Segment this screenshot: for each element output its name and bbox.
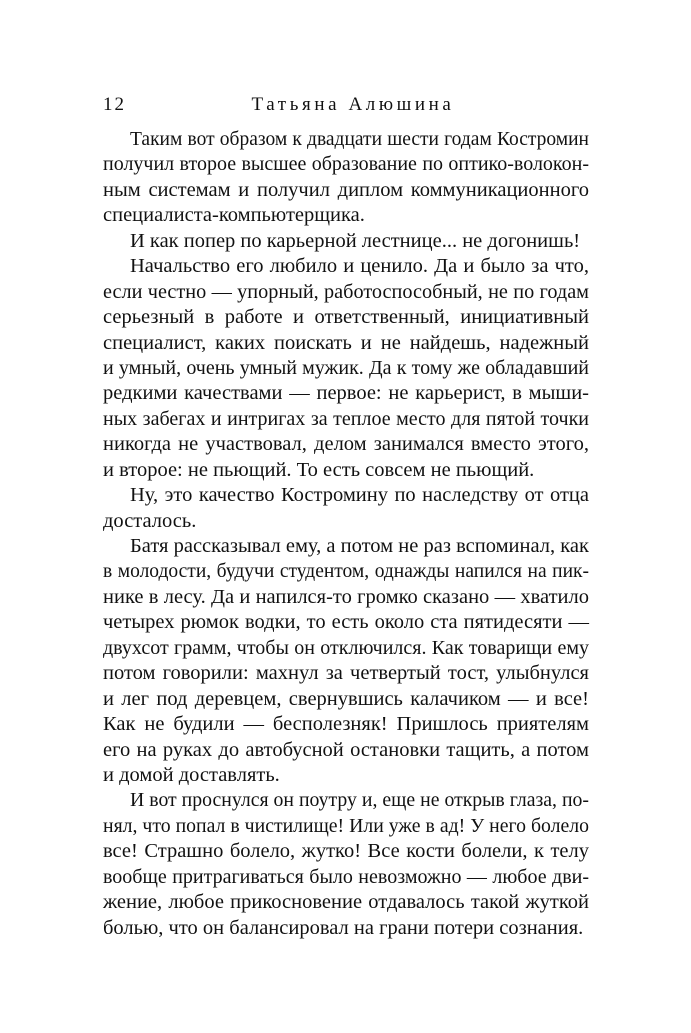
- paragraph: [103, 254, 589, 483]
- text-line: нял, что попал в чистилище! Или уже в ад! У него болело: [103, 814, 589, 837]
- text-line: досталось.: [103, 509, 197, 532]
- text-line: ных забегах и интригах за теплое место для пятой точки: [103, 407, 589, 430]
- text-line: ным системам и получил диплом коммуникационного: [103, 178, 589, 201]
- text-line: двухсот грамм, чтобы он отключился. Как товарищи ему: [103, 636, 589, 659]
- text-line: И вот проснулся он поутру и, еще не открыв глаза, по-: [130, 789, 589, 812]
- text-line: Ну, это качество Костромину по наследству от отца: [130, 484, 589, 507]
- text-line: И как попер по карьерной лестнице... не догонишь!: [130, 229, 581, 252]
- text-line: получил второе высшее образование по оптико-волокон-: [103, 153, 589, 176]
- paragraph: [103, 483, 589, 534]
- paragraph: [103, 788, 589, 941]
- text-line: вообще притрагиваться было невозможно — любое дви-: [103, 865, 589, 888]
- paragraph: [103, 127, 589, 229]
- text-line: потом говорили: махнул за четвертый тост, улыбнулся: [103, 662, 589, 685]
- text-line: и умный, очень умный мужик. Да к тому же обладавший: [103, 356, 589, 379]
- text-line: специалист, каких поискать и не найдешь, надежный: [103, 331, 589, 354]
- text-line: Батя рассказывал ему, а потом не раз вспоминал, как: [130, 535, 589, 557]
- text-line: в молодости, будучи студентом, однажды напился на пик-: [103, 561, 589, 583]
- text-line: его на руках до автобусной остановки тащить, а потом: [103, 738, 589, 761]
- text-line: все! Страшно болело, жутко! Все кости болели, к телу: [103, 840, 589, 863]
- text-line: и лег под деревцем, свернувшись калачиком — и все!: [103, 687, 589, 710]
- text-line: и второе: не пьющий. То есть совсем не пьющий.: [103, 458, 535, 481]
- text-line: Таким вот образом к двадцати шести годам Костромин: [130, 129, 589, 150]
- book-author: Татьяна Алюшина: [251, 94, 455, 115]
- text-line: Как не будили — бесполезняк! Пришлось приятелям: [103, 713, 589, 736]
- running-head: [103, 93, 589, 117]
- text-line: Начальство его любило и ценило. Да и было за что,: [130, 255, 589, 278]
- text-line: если честно — упорный, работоспособный, не по годам: [103, 280, 589, 303]
- text-line: редкими качествами — первое: не карьерист, в мыши-: [103, 382, 589, 405]
- paragraph: [103, 534, 589, 788]
- body-text: [103, 127, 589, 941]
- text-line: нике в лесу. Да и напился-то громко сказано — хватило: [103, 585, 589, 608]
- text-line: болью, что он балансировал на грани потери сознания.: [103, 916, 584, 939]
- text-line: никогда не участвовал, делом занимался вместо этого,: [103, 433, 589, 456]
- page-number: 12: [103, 94, 126, 115]
- text-line: специалиста-компьютерщика.: [103, 204, 365, 227]
- text-line: серьезный в работе и ответственный, инициативный: [103, 306, 589, 329]
- text-line: жение, любое прикосновение отдавалось такой жуткой: [103, 891, 589, 914]
- text-line: и домой доставлять.: [103, 763, 280, 786]
- text-line: четырех рюмок водки, то есть около ста пятидесяти —: [103, 611, 589, 634]
- paragraph: [103, 229, 589, 254]
